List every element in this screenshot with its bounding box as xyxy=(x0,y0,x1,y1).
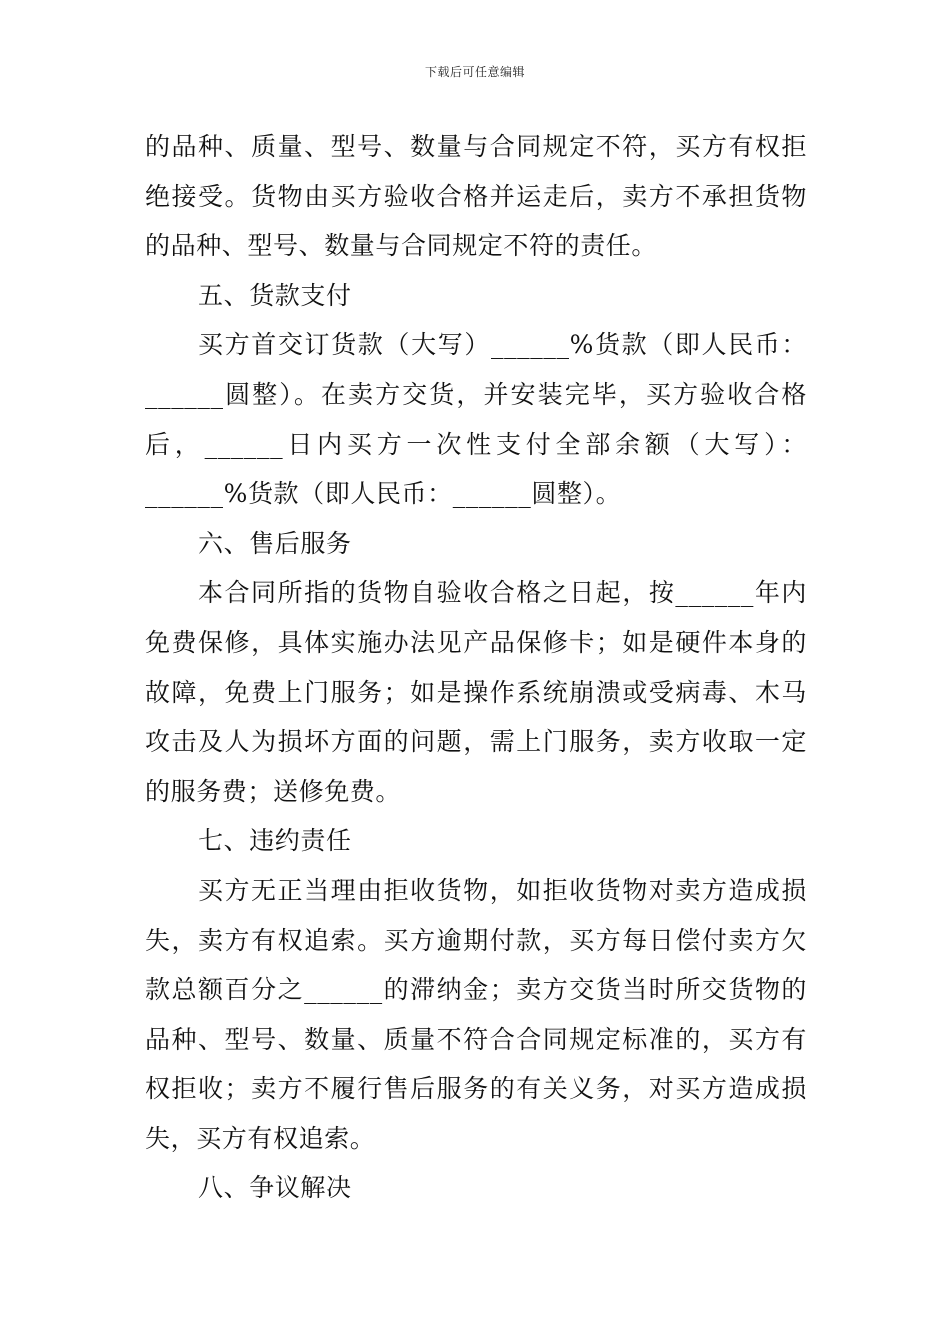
section-heading-dispute: 八、争议解决 xyxy=(198,1173,352,1203)
page-header: 下载后可任意编辑 xyxy=(424,65,525,79)
paragraph-after-sales-terms: 本合同所指的货物自验收合格之日起，按______年内免费保修，具体实施办法见产品保修卡；如是硬件本身的故障，免费上门服务；如是操作系统崩溃或受病毒、木马攻击及人为损坏方面的问题，需上门服务，卖方收取一定的服务费；送修免费。 xyxy=(145,578,807,806)
section-heading-liability: 七、违约责任 xyxy=(198,826,352,856)
paragraph-continued-quality-terms: 的品种、质量、型号、数量与合同规定不符，买方有权拒绝接受。货物由买方验收合格并运走后，卖方不承担货物的品种、型号、数量与合同规定不符的责任。 xyxy=(145,132,807,261)
paragraph-liability-terms: 买方无正当理由拒收货物，如拒收货物对卖方造成损失，卖方有权追索。买方逾期付款，买方每日偿付卖方欠款总额百分之______的滞纳金；卖方交货当时所交货物的品种、型号、数量、质量不符合合同规定标准的，买方有权拒收；卖方不履行售后服务的有关义务，对买方造成损失，买方有权追索。 xyxy=(145,875,807,1153)
section-heading-payment: 五、货款支付 xyxy=(198,280,352,310)
paragraph-payment-terms: 买方首交订货款（大写）______%货款（即人民币：______圆整）。在卖方交货，并安装完毕，买方验收合格后，______日内买方一次性支付全部余额（大写）：______%货款（即人民币：______圆整）。 xyxy=(145,330,807,509)
section-heading-after-sales: 六、售后服务 xyxy=(198,528,352,558)
document-body xyxy=(145,122,807,1213)
